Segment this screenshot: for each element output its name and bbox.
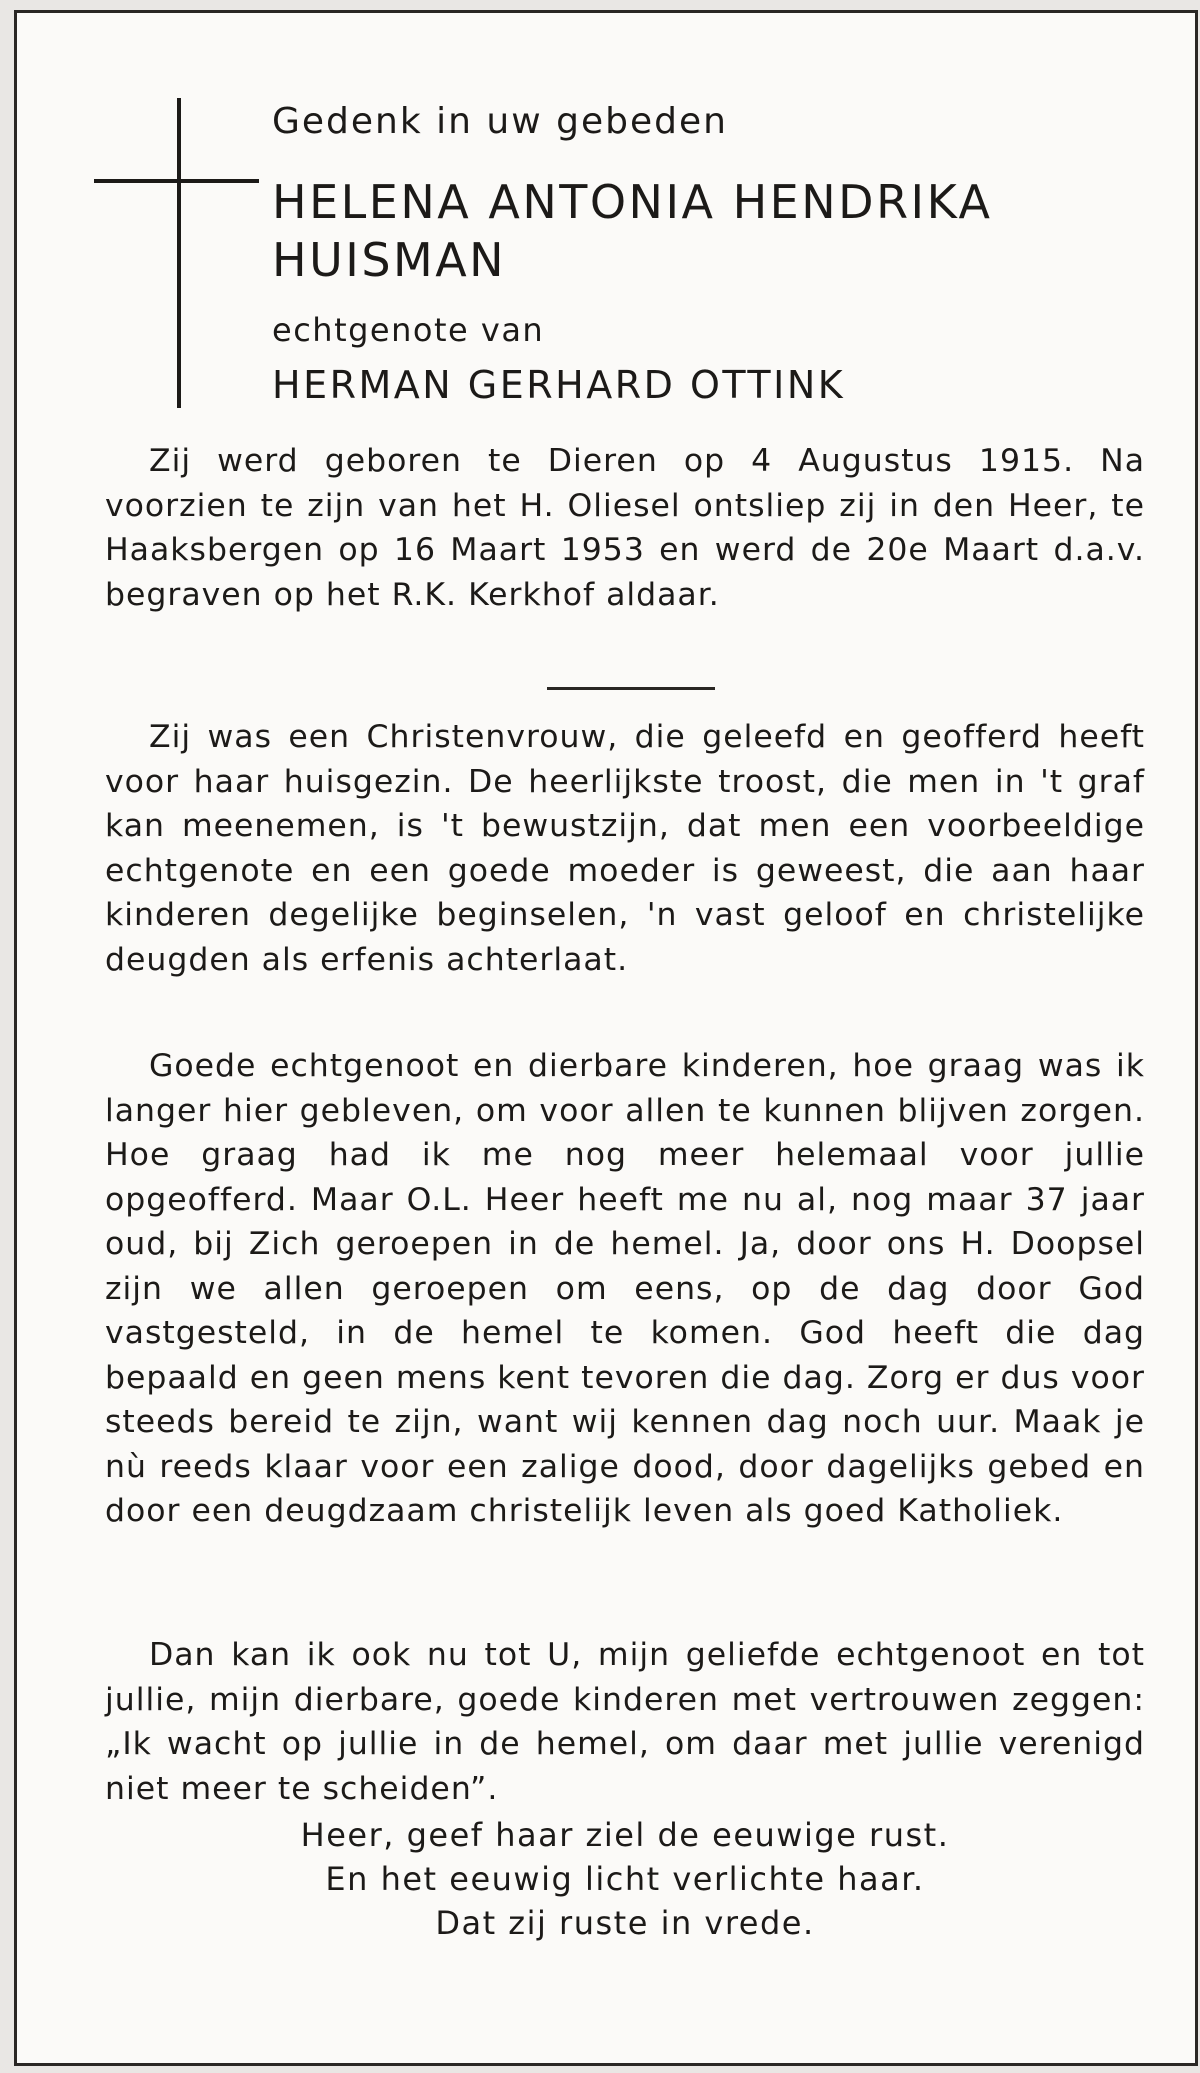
deceased-name-line2: HUISMAN (272, 233, 507, 287)
spouse-intro: echtgenote van (272, 311, 545, 349)
prayer-block (105, 1813, 1145, 1945)
cross-icon (177, 98, 181, 408)
prayer-line: Heer, geef haar ziel de eeuwige rust. (300, 1816, 950, 1854)
tribute-paragraph: Zij was een Christenvrouw, die geleefd en geofferd heeft voor haar huisgezin. De heerlijkste troost, die men in 't graf kan meenemen, is 't bewustzijn, dat men een voorbeeldige echtgenote en een goede moeder is geweest, die aan haar kinderen degelijke beginselen, 'n vast geloof en christelijke deugden als erfenis achterlaat. (105, 719, 1145, 978)
prayer-line: En het eeuwig licht verlichte haar. (325, 1860, 925, 1898)
prayer-line: Dat zij ruste in vrede. (435, 1904, 815, 1942)
deceased-name (272, 173, 992, 289)
memorial-card (14, 10, 1198, 2066)
closing-paragraph: Dan kan ik ook nu tot U, mijn geliefde echtgenoot en tot jullie, mijn dierbare, goede kinderen met vertrouwen zeggen: „Ik wacht op jullie in de hemel, om daar met jullie verenigd niet meer te scheiden”. (105, 1637, 1145, 1807)
spouse-name: HERMAN GERHARD OTTINK (272, 363, 846, 407)
intro-text: Gedenk in uw gebeden (272, 101, 728, 142)
deceased-name-line1: HELENA ANTONIA HENDRIKA (272, 175, 993, 229)
divider (547, 687, 715, 690)
cross-icon-crossbar (94, 179, 259, 183)
biography-paragraph: Zij werd geboren te Dieren op 4 Augustus 1915. Na voorzien te zijn van het H. Oliesel ontsliep zij in den Heer, te Haaksbergen op 16 Maart 1953 en werd de 20e Maart d.a.v. begraven op het R.K. Kerkhof aldaar. (105, 443, 1145, 613)
farewell-paragraph: Goede echtgenoot en dierbare kinderen, hoe graag was ik langer hier gebleven, om voor allen te kunnen blijven zorgen. Hoe graag had ik me nog meer helemaal voor jullie opgeofferd. Maar O.L. Heer heeft me nu al, nog maar 37 jaar oud, bij Zich geroepen in de hemel. Ja, door ons H. Doopsel zijn we allen geroepen om eens, op de dag door God vastgesteld, in de hemel te komen. God heeft die dag bepaald en geen mens kent tevoren die dag. Zorg er dus voor steeds bereid te zijn, want wij kennen dag noch uur. Maak je nù reeds klaar voor een zalige dood, door dagelijks gebed en door een deugdzaam christelijk leven als goed Katholiek. (105, 1048, 1145, 1529)
